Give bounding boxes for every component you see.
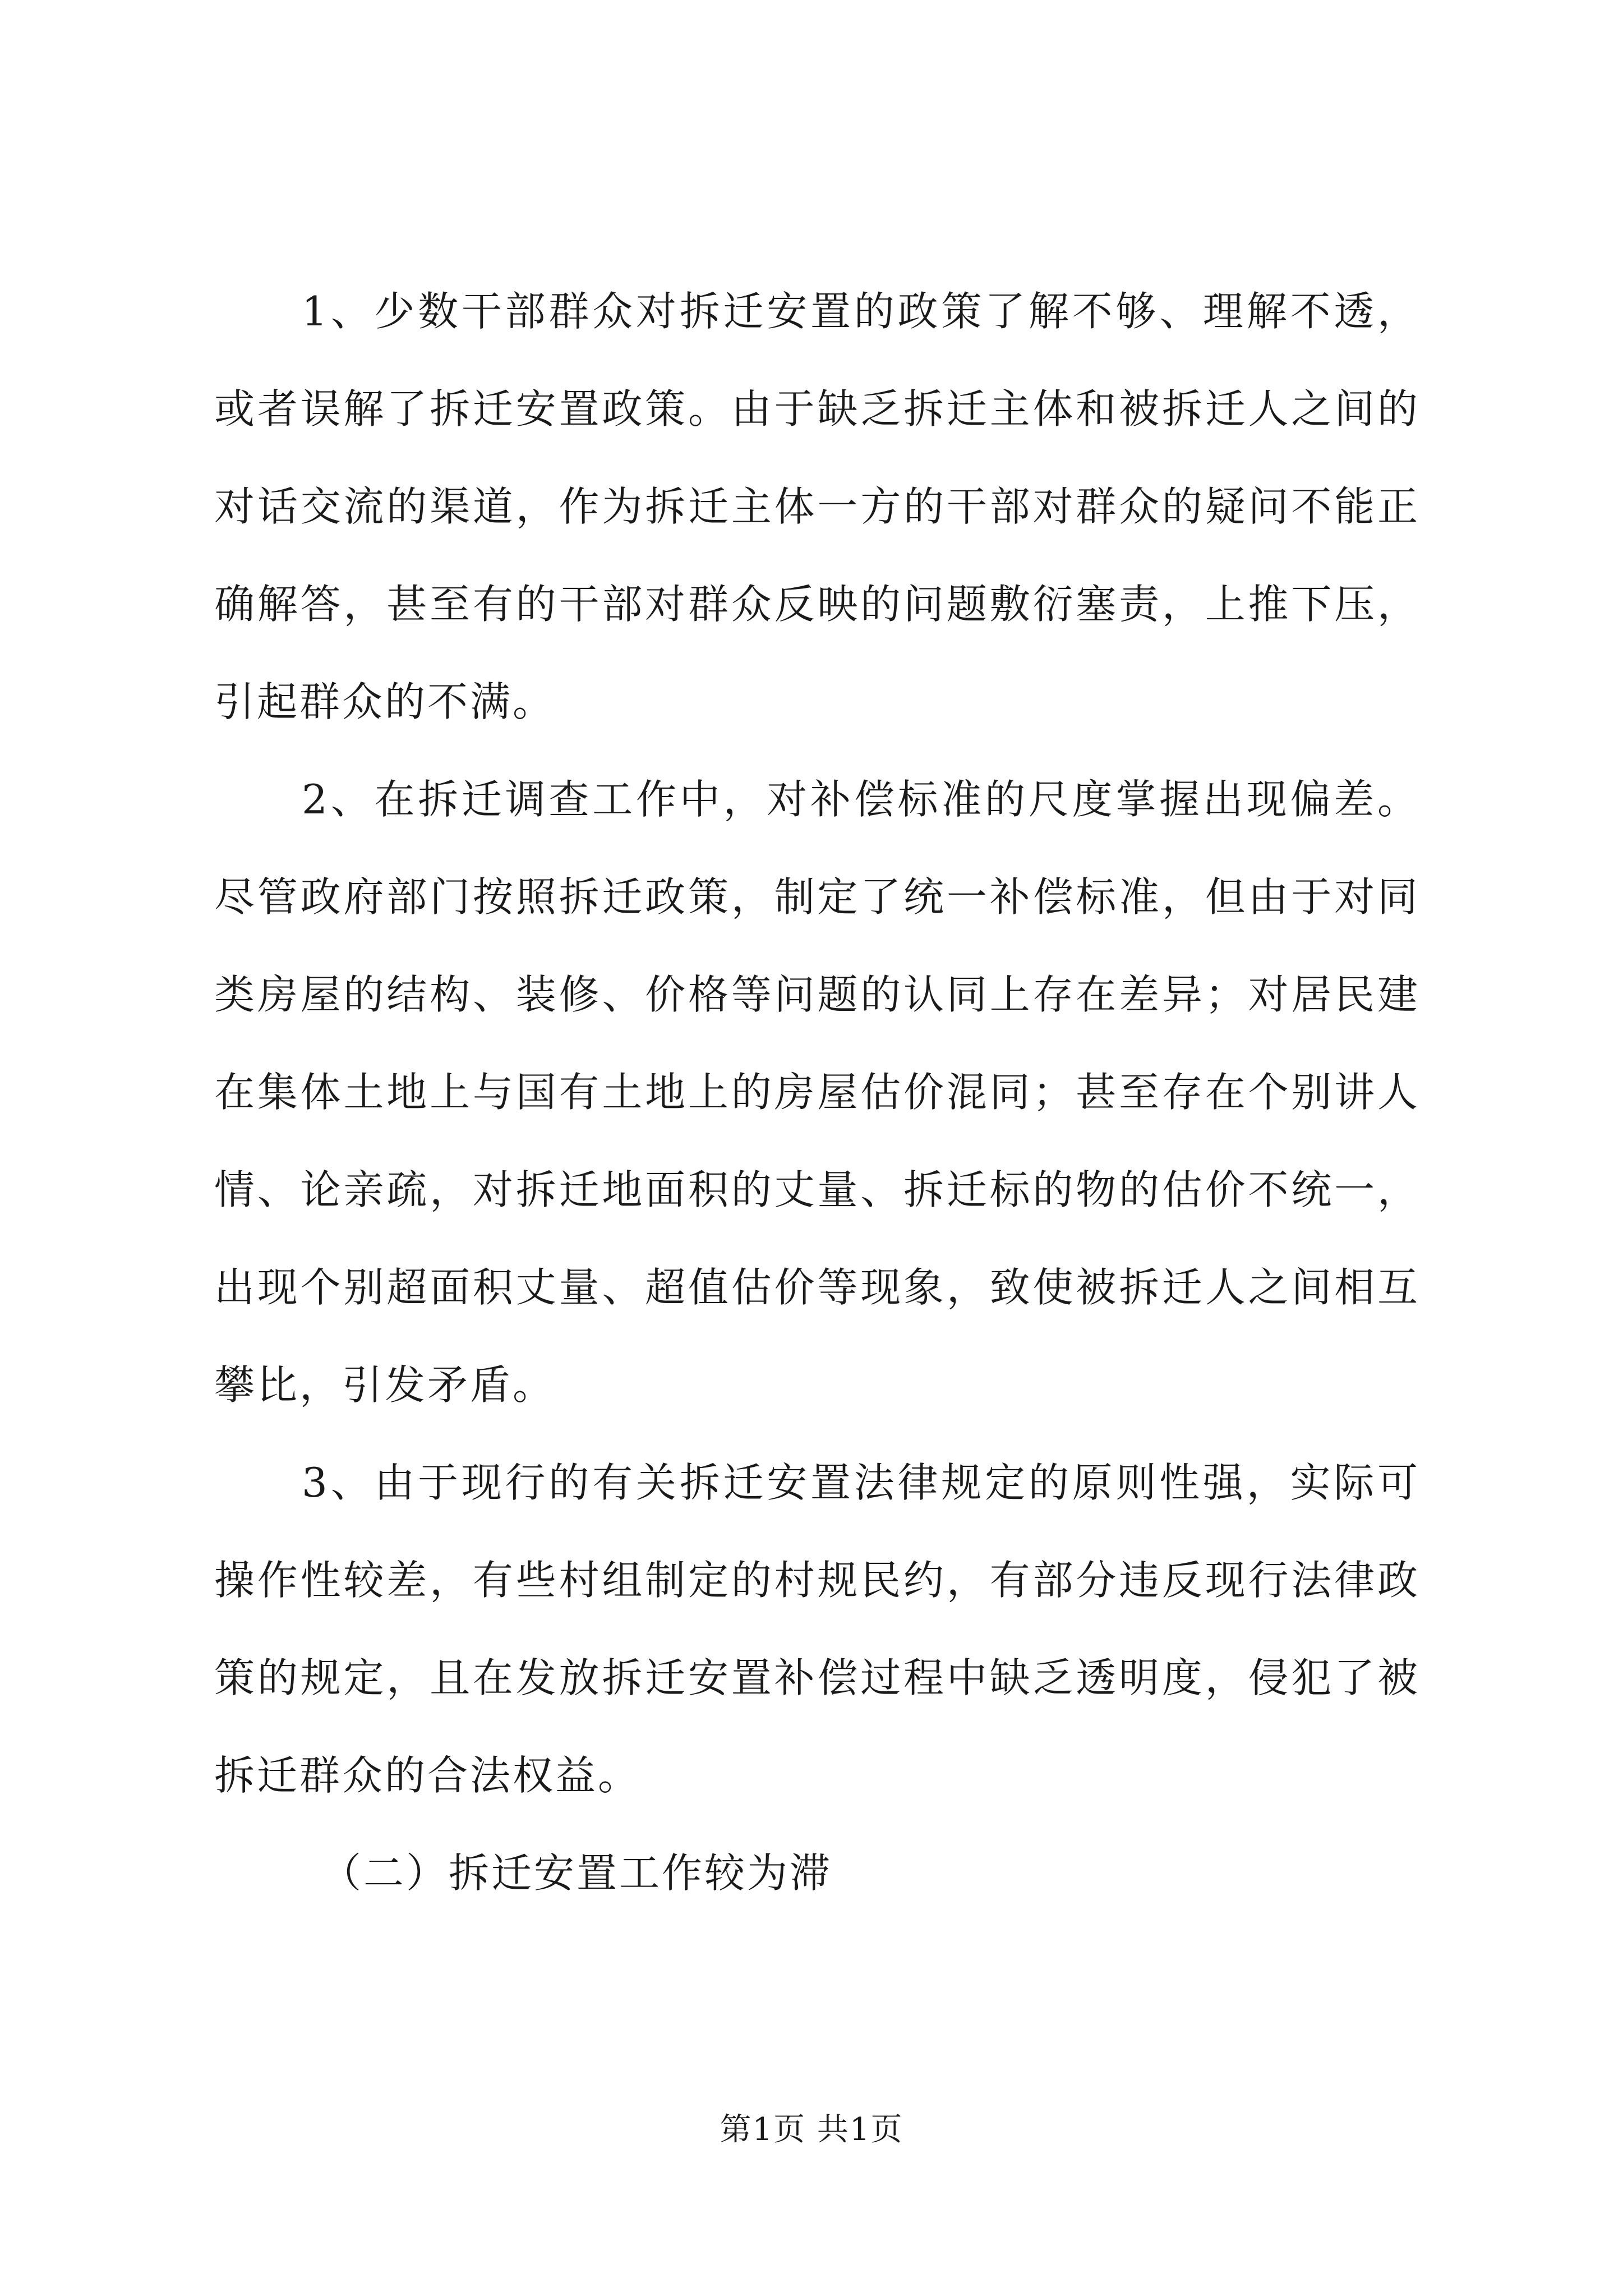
paragraph-3: 3、由于现行的有关拆迁安置法律规定的原则性强，实际可操作性较差，有些村组制定的村规民约，有部分违反现行法律政策的规定，且在发放拆迁安置补偿过程中缺乏透明度，侵犯了被拆迁群众的合法权益。 — [214, 1459, 1420, 1799]
document-body — [214, 263, 1420, 1922]
section-heading: （二）拆迁安置工作较为滞 — [321, 1849, 833, 1897]
paragraph-1: 1、少数干部群众对拆迁安置的政策了解不够、理解不透，或者误解了拆迁安置政策。由于缺乏拆迁主体和被拆迁人之间的对话交流的渠道，作为拆迁主体一方的干部对群众的疑问不能正确解答，甚至有的干部对群众反映的问题敷衍塞责，上推下压，引起群众的不满。 — [214, 288, 1420, 725]
paragraph-2: 2、在拆迁调查工作中，对补偿标准的尺度掌握出现偏差。尽管政府部门按照拆迁政策，制定了统一补偿标准，但由于对同类房屋的结构、装修、价格等问题的认同上存在差异；对居民建在集体土地上与国有土地上的房屋估价混同；甚至存在个别讲人情、论亲疏，对拆迁地面积的丈量、拆迁标的物的估价不统一，出现个别超面积丈量、超值估价等现象，致使被拆迁人之间相互攀比，引发矛盾。 — [214, 776, 1420, 1409]
page-footer: 第1页 共1页 — [720, 2111, 903, 2148]
